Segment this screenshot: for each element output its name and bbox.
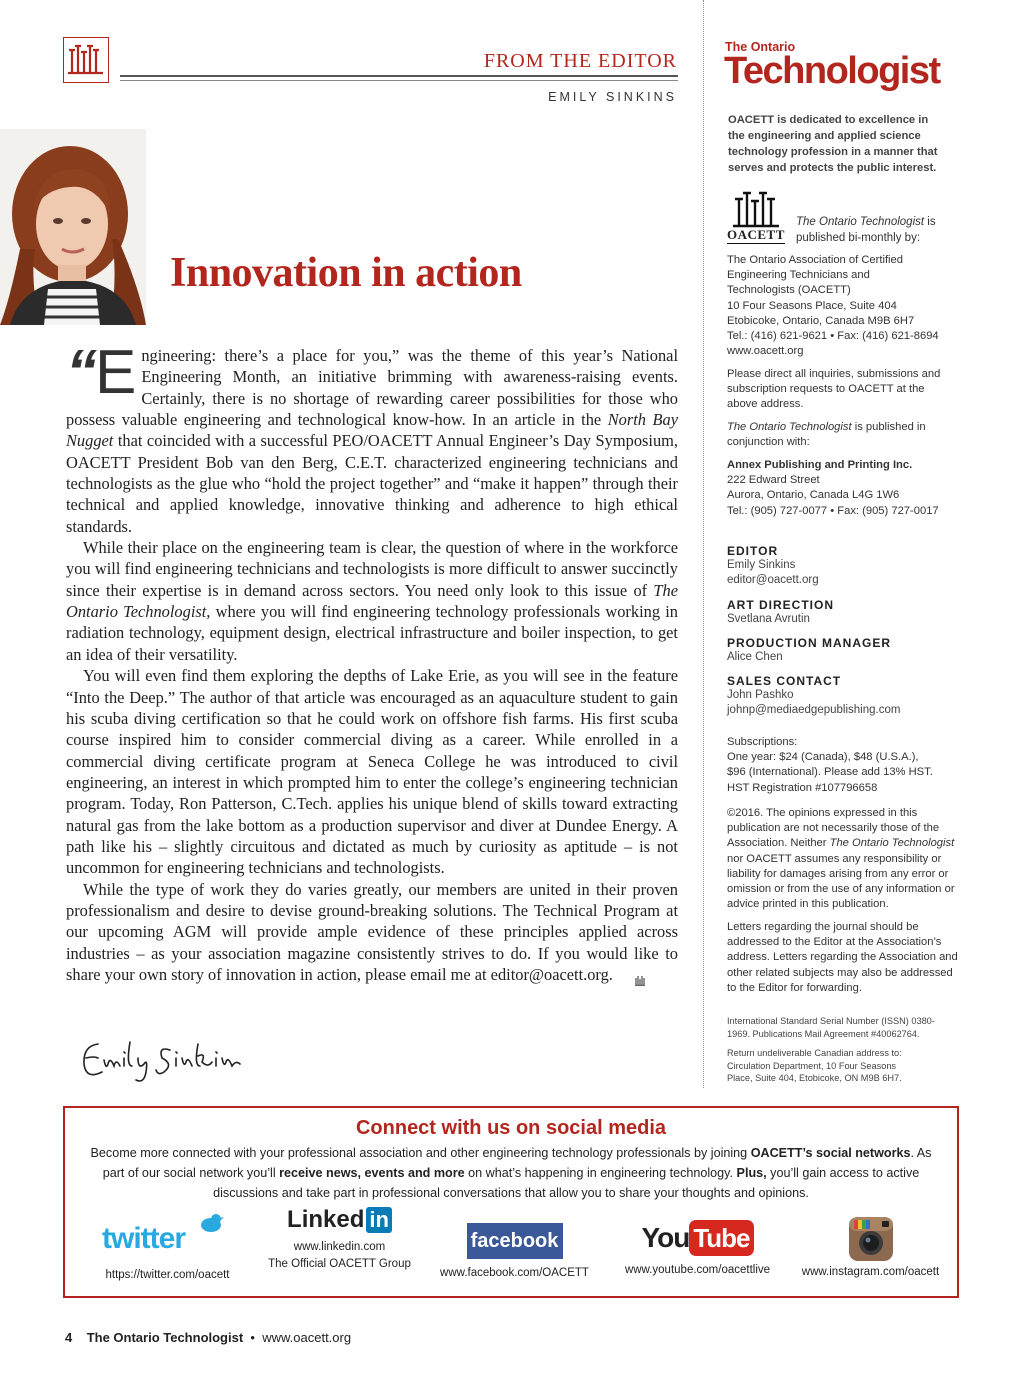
masthead-production: [727, 636, 891, 665]
footer-website-link[interactable]: www.oacett.org: [262, 1330, 352, 1345]
role-label: SALES CONTACT: [727, 674, 842, 688]
header-rule-thin: [120, 80, 678, 81]
address-line: Engineering Technicians and: [727, 269, 870, 282]
social-facebook[interactable]: [437, 1223, 592, 1281]
instagram-link[interactable]: www.instagram.com/oacett: [801, 1266, 940, 1278]
twitter-wordmark: twitter: [102, 1222, 185, 1255]
masthead-art: [727, 598, 834, 627]
linkedin-wordmark: Linked: [287, 1206, 365, 1233]
page-number: 4: [65, 1330, 73, 1345]
drop-cap-letter: E: [95, 338, 137, 407]
youtube-wordmark: You: [641, 1222, 690, 1253]
twitter-logo-icon: [90, 1212, 245, 1258]
address-line: Technologists (OACETT): [727, 284, 851, 297]
published-by-text: is published bi-monthly by:: [796, 216, 936, 244]
end-mark-icon: [617, 970, 629, 982]
masthead-sales: [727, 674, 900, 718]
contact-line: Tel.: (416) 621-9621 • Fax: (416) 621-8694: [727, 330, 939, 343]
copyright-notice: [727, 806, 959, 912]
role-label: PRODUCTION MANAGER: [727, 636, 891, 650]
article-paragraph-4: [66, 879, 678, 986]
social-text: . As part of our social network you’ll: [102, 1146, 932, 1180]
letters-note: Letters regarding the journal should be addressed to the Editor at the Association’s address. Letters regarding the Association and other related subjects may also be addressed to the Editor for forwarding.: [727, 921, 958, 994]
publication-name: The Ontario Technologist,: [66, 580, 678, 622]
masthead-editor: [727, 544, 819, 588]
social-instagram[interactable]: [793, 1216, 948, 1280]
drop-cap-quote: “: [66, 338, 95, 407]
publication-name: The Ontario Technologist: [829, 837, 955, 850]
role-label: ART DIRECTION: [727, 598, 834, 612]
linkedin-logo-icon: [262, 1206, 417, 1236]
article-paragraph-2: [66, 537, 678, 665]
social-description: [80, 1143, 942, 1203]
article-paragraph-1: [66, 338, 678, 537]
published-by: [796, 214, 946, 246]
printer-address: [727, 458, 952, 519]
address-line: Etobicoke, Ontario, Canada M9B 6H7: [727, 314, 915, 327]
social-text-bold: Plus,: [736, 1166, 767, 1180]
twitter-link[interactable]: https://twitter.com/oacett: [105, 1269, 230, 1281]
social-text-bold: receive news, events and more: [279, 1166, 465, 1180]
conjunction-text: is published in conjunction with:: [727, 421, 926, 449]
page-footer: [65, 1330, 351, 1345]
oacett-logo-icon: [63, 37, 109, 83]
magazine-title-small: The Ontario: [725, 40, 796, 54]
address-line: Aurora, Ontario, Canada L4G 1W6: [727, 489, 900, 502]
social-text-bold: OACETT’s social networks: [750, 1146, 911, 1160]
social-title: Connect with us on social media: [355, 1117, 667, 1139]
return-address: Return undeliverable Canadian address to: Circulation Department, 10 Four Seasons Place, Suite 404, Etobicoke, ON M9B 6H7.: [727, 1048, 902, 1083]
mission-statement: OACETT is dedicated to excellence in the engineering and applied science technology profession in a manner that serves and protects the public interest.: [728, 114, 938, 174]
website-link[interactable]: www.oacett.org: [727, 345, 804, 358]
copyright-text: ©2016. The opinions expressed in this publication are not necessarily those of the Association. Neither: [727, 807, 940, 850]
editor-photo: [0, 129, 146, 325]
address-line: 222 Edward Street: [727, 474, 820, 487]
sales-email-link[interactable]: johnp@mediaedgepublishing.com: [727, 704, 901, 716]
linkedin-group-name: The Official OACETT Group: [268, 1258, 411, 1270]
subscriptions-line: $96 (International). Please add 13% HST.: [727, 766, 933, 779]
oacett-black-logo-icon: [727, 187, 789, 243]
instagram-logo-icon: [793, 1216, 948, 1262]
editor-signature: [78, 1036, 248, 1086]
role-name: John Pashko: [727, 689, 794, 701]
social-text: on what’s happening in engineering technology.: [464, 1166, 737, 1180]
publication-name: North Bay Nugget: [66, 410, 678, 451]
publication-name: The Ontario Technologist: [727, 421, 852, 433]
conjunction-note: [727, 420, 942, 450]
subscriptions-line: HST Registration #107796658: [727, 781, 878, 794]
paragraph-text: where you will find engineering technology professionals working in radiation technology, equipment design, electrical infrastructure and boiler inspection, to get an idea of their versatility.: [66, 602, 678, 664]
column-divider: [703, 0, 704, 1088]
youtube-tube-badge: Tube: [689, 1220, 753, 1256]
social-twitter[interactable]: [90, 1212, 245, 1283]
role-label: EDITOR: [727, 544, 779, 558]
printer-name: Annex Publishing and Printing Inc.: [727, 459, 913, 471]
footer-separator: •: [250, 1330, 255, 1345]
oacett-wordmark: OACETT: [727, 227, 785, 242]
article-paragraph-3: You will even find them exploring the depths of Lake Erie, as you will see in the feature “Into the Deep.” The author of that article was encouraged as an aquaculture student to gain his scuba diving certification so that he could work on offshore fish farms. His first scuba course inspired him to consider commercial diving as a career. While enrolled in a commercial diving certificate program at Seneca College he was introduced to civil engineering, an interest in which prompted him to enter the college’s engineering technician program. Today, Ron Patterson, C.Tech. applies his unique blend of skills toward extracting natural gas from the lake bottom as a production supervisor and diver at Dundee Energy. A path like his – slightly circuitous and dictated as much by curiosity as aptitude – is not uncommon for engineering technicians and technologists.: [66, 666, 678, 878]
header-rule: [120, 75, 678, 77]
copyright-text: nor OACETT assumes any responsibility or liability for damages arising from any error or omission or from the use of any information or advice printed in this publication.: [727, 852, 955, 911]
social-linkedin[interactable]: [262, 1206, 417, 1272]
youtube-link[interactable]: www.youtube.com/oacettlive: [624, 1264, 771, 1276]
publication-name: The Ontario Technologist: [796, 216, 925, 228]
editor-email-link[interactable]: editor@oacett.org: [727, 574, 819, 586]
paragraph-text: While the type of work they do varies greatly, our members are united in their proven professionalism and desire to devise ground-breaking solutions. The Technical Program at our upcoming AGM will provide ample evidence of these principles applied across industries – as your association magazine consistently strives to do. If you would like to share your own story of innovation in action, please email me at editor@oacett.org.: [66, 879, 678, 984]
footer-publication: The Ontario Technologist: [86, 1330, 244, 1345]
subscriptions-line: Subscriptions:: [727, 736, 798, 748]
role-name: Svetlana Avrutin: [727, 613, 810, 625]
contact-line: Tel.: (905) 727-0077 • Fax: (905) 727-0017: [727, 504, 939, 517]
role-name: Alice Chen: [727, 651, 783, 663]
linkedin-link[interactable]: www.linkedin.com: [293, 1241, 386, 1253]
social-youtube[interactable]: [615, 1220, 780, 1278]
facebook-link[interactable]: www.facebook.com/OACETT: [440, 1267, 589, 1279]
paragraph-text: that coincided with a successful PEO/OACETT Annual Engineer’s Day Symposium, OACETT President Bob van den Berg, C.E.T. characterized engineering technicians and technologists as the glue who “hold the project together” and “make it happen” through their technical and applied knowledge, innovative thinking and adherence to high ethical standards.: [66, 431, 678, 536]
address-line: The Ontario Association of Certified: [727, 254, 903, 266]
article-body: [66, 338, 678, 985]
inquiries-note: Please direct all inquiries, submissions and subscription requests to OACETT at the above address.: [727, 368, 941, 411]
youtube-logo-icon: [615, 1220, 780, 1260]
role-name: Emily Sinkins: [727, 559, 796, 571]
subscriptions: [727, 735, 952, 796]
publisher-address: [727, 253, 952, 359]
paragraph-text: While their place on the engineering team is clear, the question of where in the workforce you will find engineering technicians and technologists is more difficult to answer succinctly since their expertise is in demand across sectors. You need only look to this issue of: [66, 538, 678, 600]
magazine-title: Technologist: [724, 50, 940, 92]
linkedin-in-badge: in: [366, 1207, 392, 1233]
drop-cap: [66, 338, 137, 407]
article-headline: Innovation in action: [170, 250, 522, 296]
section-label: FROM THE EDITOR: [483, 50, 677, 72]
social-text: Become more connected with your professional association and other engineering technology professionals by joining: [90, 1146, 751, 1160]
paragraph-text: ngineering: there’s a place for you,” was the theme of this year’s National Engineering Month, an initiative brimming with awareness-raising events. Certainly, there is no shortage of rewarding career possibilities for those who possess valuable engineering and technological know-how. In an article in the: [66, 346, 678, 430]
author-byline: EMILY SINKINS: [548, 90, 677, 104]
address-line: 10 Four Seasons Place, Suite 404: [727, 299, 897, 312]
social-text: you’ll gain access to active discussions and take part in professional conversations that allow you to share your thoughts and opinions.: [213, 1166, 920, 1200]
subscriptions-line: One year: $24 (Canada), $48 (U.S.A.),: [727, 751, 919, 764]
facebook-logo-icon: facebook: [467, 1223, 563, 1259]
issn-note: International Standard Serial Number (ISSN) 0380-1969. Publications Mail Agreement #40062764.: [727, 1016, 935, 1039]
